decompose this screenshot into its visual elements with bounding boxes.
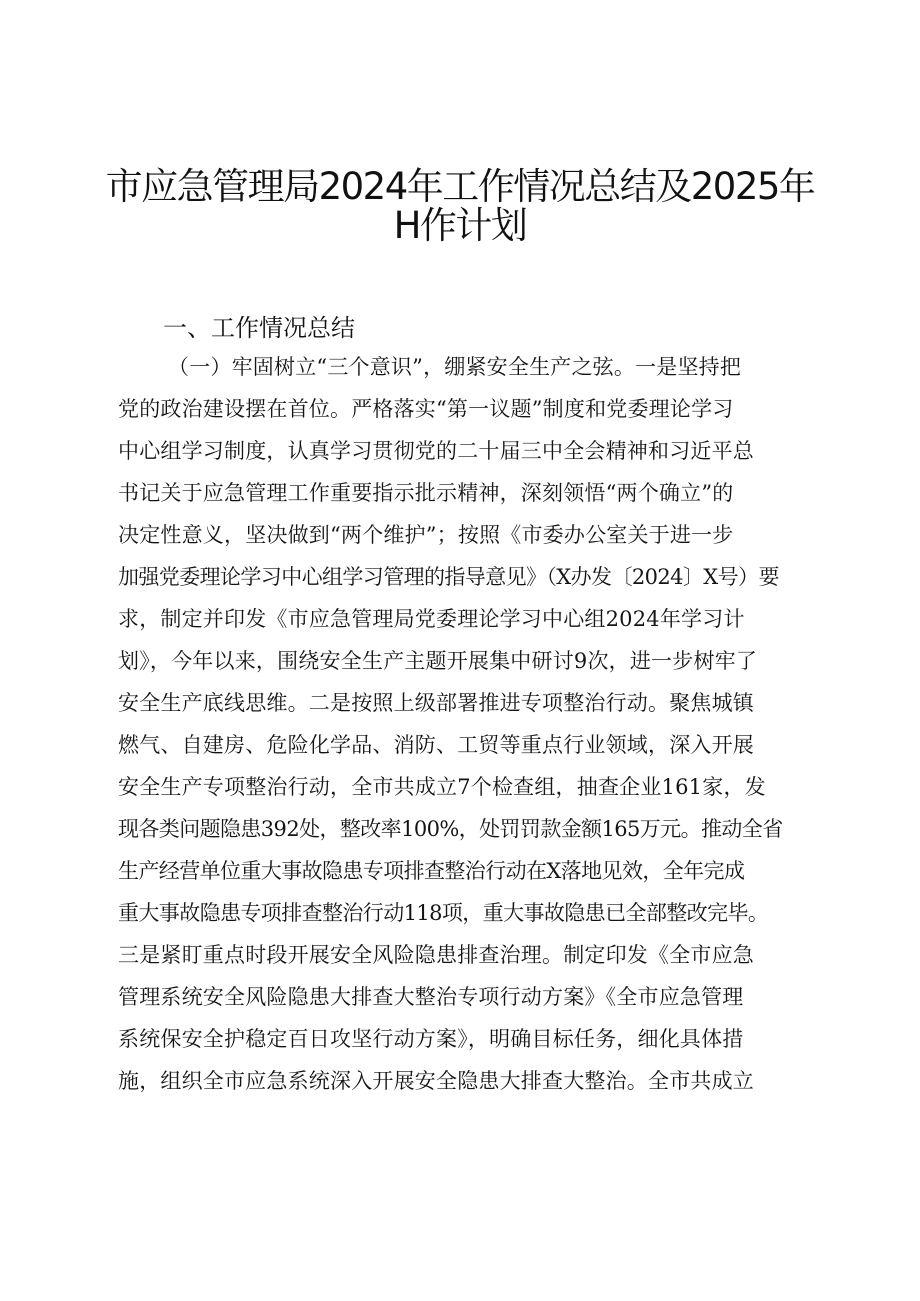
paragraph-line: 加强党委理论学习中心组学习管理的指导意见》（X办发〔2024〕X号）要 (118, 565, 779, 589)
section-heading: 一、工作情况总结 (163, 314, 355, 342)
paragraph-line: 管理系统安全风险隐患大排查大整治专项行动方案》《全市应急管理 (118, 985, 744, 1009)
paragraph-line: （一）牢固树立“三个意识”，绷紧安全生产之弦。一是坚持把 (168, 355, 742, 379)
paragraph-line: 书记关于应急管理工作重要指示批示精神，深刻领悟“两个确立”的 (118, 481, 734, 505)
paragraph-line: 中心组学习制度，认真学习贯彻党的二十届三中全会精神和习近平总 (118, 439, 754, 463)
paragraph-line: 决定性意义，坚决做到“两个维护”；按照《市委办公室关于进一步 (118, 523, 734, 547)
paragraph-line: 党的政治建设摆在首位。严格落实“第一议题”制度和党委理论学习 (118, 397, 734, 421)
paragraph-line: 系统保安全护稳定百日攻坚行动方案》，明确目标任务，细化具体措 (118, 1027, 744, 1051)
paragraph-line: 三是紧盯重点时段开展安全风险隐患排查治理。制定印发《全市应急 (118, 943, 754, 967)
paragraph-line: 安全生产底线思维。二是按照上级部署推进专项整治行动。聚焦城镇 (118, 691, 754, 715)
paragraph-line: 求，制定并印发《市应急管理局党委理论学习中心组2024年学习计 (118, 607, 745, 631)
paragraph-line: 重大事故隐患专项排查整治行动118项，重大事故隐患已全部整改完毕。 (118, 901, 769, 925)
document-title-line-2: H作计划 (393, 204, 527, 247)
paragraph-line: 生产经营单位重大事故隐患专项排查整治行动在X落地见效，全年完成 (118, 859, 745, 883)
paragraph-line: 安全生产专项整治行动，全市共成立7个检查组，抽查企业161家，发 (118, 775, 766, 799)
paragraph-line: 施，组织全市应急系统深入开展安全隐患大排查大整治。全市共成立 (118, 1069, 754, 1093)
paragraph-line: 现各类问题隐患392处，整改率100%，处罚罚款金额165万元。推动全省 (118, 817, 783, 841)
paragraph-line: 划》，今年以来，围绕安全生产主题开展集中研讨9次，进一步树牢了 (118, 649, 758, 673)
document-title-line-1: 市应急管理局2024年工作情况总结及2025年 (105, 165, 815, 208)
paragraph-line: 燃气、自建房、危险化学品、消防、工贸等重点行业领域，深入开展 (118, 733, 754, 757)
